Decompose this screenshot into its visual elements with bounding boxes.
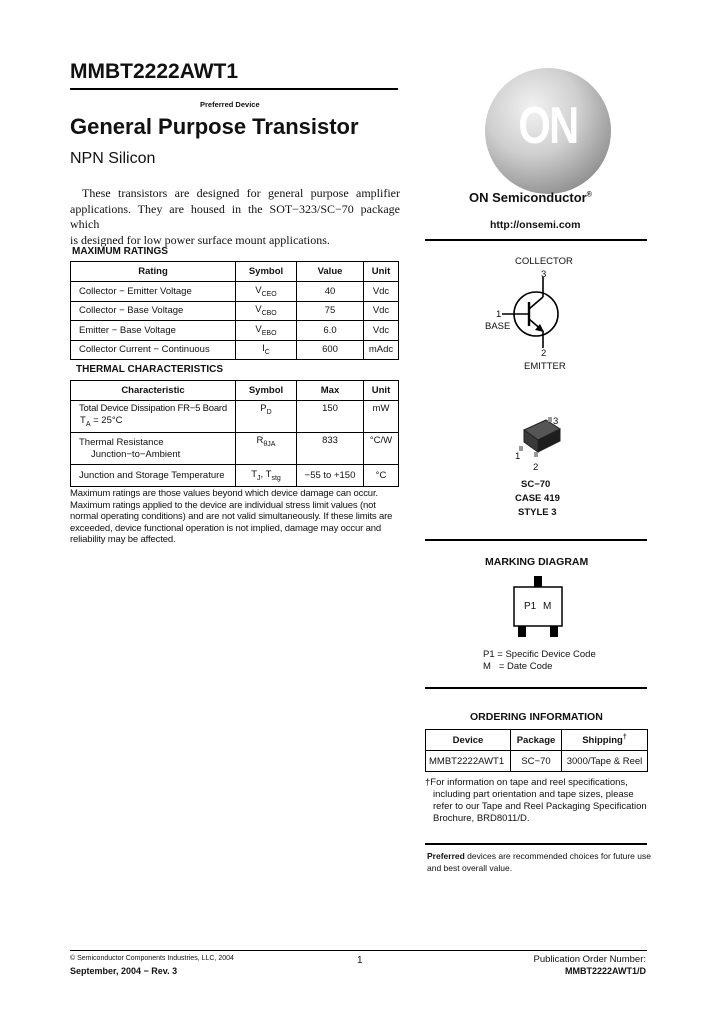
col-header: Value (297, 262, 364, 282)
symbol: V (255, 323, 262, 335)
emitter-pin: 2 (541, 348, 547, 359)
symbol-sep: , (260, 469, 266, 481)
symbol-sub: θJA (263, 440, 276, 448)
table-row (71, 433, 399, 465)
footnote-line: †For information on tape and reel specifications, (425, 777, 628, 788)
package-case: CASE 419 (515, 493, 560, 504)
ordering-footnote (425, 777, 647, 825)
marking-body (514, 587, 562, 626)
company-name (469, 190, 592, 205)
preferred-text: devices are recommended choices for future use (464, 851, 651, 861)
table-cell: Collector − Emitter Voltage (71, 282, 236, 302)
table-row (71, 401, 399, 433)
footnote-line: Brochure, BRD8011/D. (433, 813, 530, 824)
preferred-bold: Preferred (427, 851, 465, 861)
ordering-heading: ORDERING INFORMATION (470, 711, 603, 723)
table-cell (236, 401, 297, 433)
pub-label: Publication Order Number: (533, 954, 646, 965)
note-line: Maximum ratings applied to the device are individual stress limit values (not (70, 499, 376, 511)
temp-symbol: T (80, 414, 86, 426)
table-row (71, 282, 399, 302)
cell-line: Total Device Dissipation FR−5 Board (79, 402, 227, 414)
table-cell (236, 282, 297, 302)
table-cell: mAdc (364, 340, 399, 360)
thermal-heading: THERMAL CHARACTERISTICS (76, 364, 224, 375)
transistor-symbol (480, 275, 580, 350)
col-header: Rating (71, 262, 236, 282)
table-cell: 40 (297, 282, 364, 302)
header-rule (70, 88, 398, 90)
preferred-note (427, 850, 651, 874)
table-row (71, 465, 399, 487)
table-cell: Collector Current − Continuous (71, 340, 236, 360)
table-row (71, 301, 399, 321)
table-cell: 3000/Tape & Reel (562, 751, 648, 772)
symbol-sub: EBO (261, 329, 277, 337)
right-divider-1 (425, 239, 647, 241)
table-cell: Vdc (364, 301, 399, 321)
col-header: Device (426, 730, 511, 751)
table-cell (236, 433, 297, 465)
marking-legend-1: P1 = Specific Device Code (483, 649, 596, 660)
symbol: T (251, 469, 258, 481)
marking-code-m: M (543, 601, 552, 612)
col-header: Symbol (236, 381, 297, 401)
part-number: MMBT2222AWT1 (70, 60, 239, 83)
intro-line: applications. They are housed in the SOT−323/SC−70 package which (70, 201, 400, 231)
footer-copyright: © Semiconductor Components Industries, LLC, 2004 (70, 955, 234, 962)
footnote-line: refer to our Tape and Reel Packaging Specification (433, 801, 647, 812)
pub-number: MMBT2222AWT1/D (564, 966, 646, 976)
shipping-header-text: Shipping (582, 735, 623, 747)
dagger-mark: † (622, 733, 627, 741)
footnote-line: including part orientation and tape sizes, please (433, 789, 634, 800)
marking-heading: MARKING DIAGRAM (485, 556, 589, 568)
table-row (426, 751, 648, 772)
note-line: exceeded, device functional operation is not implied, damage may occur and (70, 522, 382, 534)
package-name: SC−70 (521, 479, 551, 490)
symbol-sub: CBO (261, 310, 277, 318)
marking-lead-top (534, 576, 542, 587)
base-label: BASE (485, 321, 511, 332)
cell-line (79, 415, 231, 431)
symbol-sub: CEO (261, 290, 277, 298)
table-cell: 75 (297, 301, 364, 321)
note-line: reliability may be affected. (70, 534, 176, 545)
col-header: Unit (364, 262, 399, 282)
marking-lead-right (550, 626, 558, 637)
symbol-sub: C (264, 349, 270, 357)
lead-3 (548, 417, 552, 422)
intro-paragraph (70, 186, 400, 248)
registered-mark: ® (586, 191, 592, 199)
col-header: Unit (364, 381, 399, 401)
table-cell: °C (364, 465, 399, 487)
package-pin-2: 2 (533, 462, 539, 473)
note-line: Maximum ratings are those values beyond which device damage can occur. (70, 488, 378, 499)
table-cell (71, 401, 236, 433)
table-cell (236, 465, 297, 487)
on-logo (485, 68, 611, 194)
symbol-sub: stg (271, 474, 281, 482)
collector-label: COLLECTOR (515, 256, 573, 267)
note-line: normal operating conditions) and are not valid simultaneously. If these limits are (70, 511, 393, 522)
symbol: V (255, 304, 262, 316)
table-cell: Junction and Storage Temperature (71, 465, 236, 487)
collector-pin: 3 (541, 269, 547, 280)
cell-line: Junction−to−Ambient (91, 448, 181, 460)
package-pin-1: 1 (515, 451, 521, 462)
table-cell (236, 340, 297, 360)
logo-text: ON (518, 97, 578, 155)
footer-date: September, 2004 − Rev. 3 (70, 966, 178, 976)
col-header: Characteristic (71, 381, 236, 401)
table-cell: SC−70 (511, 751, 562, 772)
footer-rule (70, 950, 647, 951)
preferred-device-label: Preferred Device (200, 100, 260, 109)
package-style: STYLE 3 (518, 507, 557, 518)
table-cell: Vdc (364, 282, 399, 302)
intro-line: is designed for low power surface mount applications. (70, 232, 330, 247)
table-cell: mW (364, 401, 399, 433)
cell-line: Thermal Resistance (79, 436, 164, 448)
table-cell: Vdc (364, 321, 399, 341)
symbol: V (255, 284, 262, 296)
symbol: P (260, 403, 267, 414)
page-title: General Purpose Transistor (70, 114, 359, 139)
marking-lead-left (518, 626, 526, 637)
symbol-sub: D (266, 408, 272, 416)
table-cell: 833 (297, 433, 364, 465)
col-header: Symbol (236, 262, 297, 282)
ratings-note (70, 488, 400, 546)
temp-value: = 25°C (90, 414, 123, 426)
table-cell: Emitter − Base Voltage (71, 321, 236, 341)
col-header: Package (511, 730, 562, 751)
thermal-table (70, 380, 399, 487)
marking-diagram (504, 576, 574, 640)
lead-2 (534, 452, 538, 457)
marking-legend-2: M = Date Code (483, 661, 553, 672)
preferred-line (427, 850, 651, 862)
table-cell: 600 (297, 340, 364, 360)
marking-code-p1: P1 (524, 601, 537, 612)
temp-sub: A (85, 420, 91, 428)
table-cell: 150 (297, 401, 364, 433)
table-cell (71, 433, 236, 465)
table-row (71, 340, 399, 360)
symbol: I (262, 343, 265, 355)
page-number: 1 (357, 955, 363, 966)
base-pin: 1 (496, 309, 502, 320)
package-pin-3: 3 (553, 416, 559, 427)
table-cell: −55 to +150 (297, 465, 364, 487)
max-ratings-table (70, 261, 399, 360)
page-subtitle: NPN Silicon (70, 150, 156, 167)
max-ratings-heading: MAXIMUM RATINGS (72, 246, 168, 257)
symbol: R (256, 435, 264, 446)
symbol: T (265, 469, 272, 481)
intro-line: These transistors are designed for general purpose amplifier (82, 186, 400, 200)
preferred-line: and best overall value. (427, 863, 513, 873)
right-divider-3 (425, 687, 647, 689)
right-divider-2 (425, 539, 647, 541)
collector-lead (529, 297, 543, 309)
table-cell: Collector − Base Voltage (71, 301, 236, 321)
ordering-table (425, 729, 648, 772)
col-header: Max (297, 381, 364, 401)
table-row (71, 321, 399, 341)
table-cell: MMBT2222AWT1 (426, 751, 511, 772)
emitter-label: EMITTER (524, 361, 566, 372)
col-header (562, 730, 648, 751)
company-name-text: ON Semiconductor (469, 190, 587, 205)
symbol-sub: J (257, 474, 261, 482)
table-cell: 6.0 (297, 321, 364, 341)
table-cell: °C/W (364, 433, 399, 465)
company-url[interactable]: http://onsemi.com (490, 219, 581, 231)
table-cell (236, 321, 297, 341)
table-cell (236, 301, 297, 321)
right-divider-4 (425, 843, 647, 845)
